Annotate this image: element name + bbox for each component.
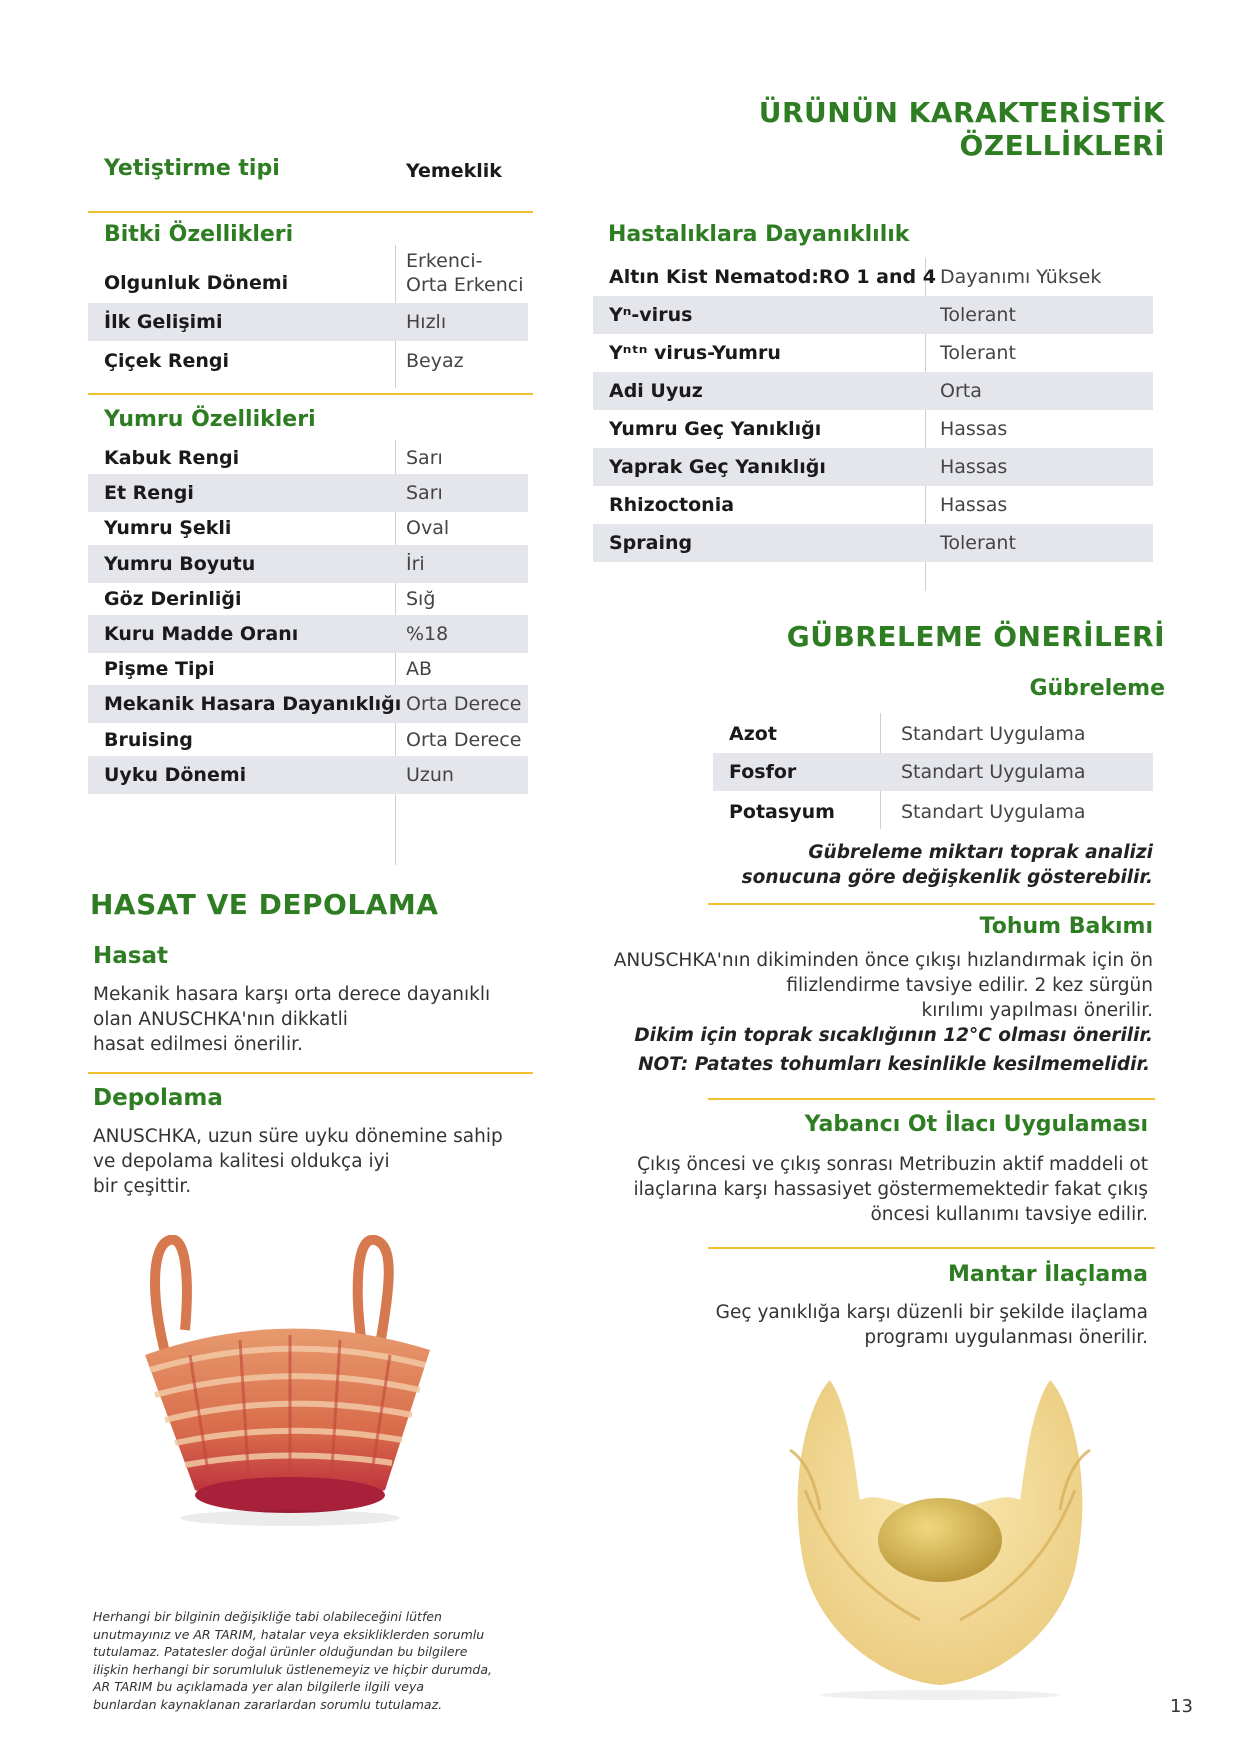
row-value: Orta Derece [406, 693, 522, 716]
row-value: %18 [406, 623, 449, 645]
table-row [88, 342, 528, 380]
text-line: Geç yanıklığa karşı düzenli bir şekilde ilaçlama [715, 1302, 1148, 1323]
row-key: Çiçek Rengi [104, 350, 230, 372]
divider [708, 1098, 1155, 1100]
table-row [88, 650, 528, 688]
row-key: Yumru Şekli [104, 517, 232, 540]
row-value: Oval [406, 517, 450, 540]
text-line: ilaçlarına karşı hassasiyet göstermemektedir fakat çıkış [633, 1179, 1148, 1200]
disease-heading: Hastalıklara Dayanıklılık [608, 222, 910, 247]
row-key: Yⁿᵗⁿ virus-Yumru [609, 342, 781, 364]
fertilization-heading: Gübreleme [1029, 676, 1165, 701]
table-row [88, 756, 528, 794]
table-row [593, 410, 1153, 448]
row-value: Erkenci- [406, 250, 483, 272]
row-key: Et Rengi [104, 482, 194, 505]
row-key: Rhizoctonia [609, 494, 735, 516]
table-row [593, 296, 1153, 334]
text-line: bunlardan kaynaklanan zararlardan sorumlu tutulamaz. [93, 1696, 443, 1712]
fungicide-heading: Mantar İlaçlama [947, 1262, 1148, 1287]
row-key: Kabuk Rengi [104, 447, 240, 469]
text-line: kırılımı yapılması önerilir. [921, 1000, 1153, 1021]
text-line: Gübreleme miktarı toprak analizi [808, 842, 1153, 863]
divider [88, 211, 533, 213]
fertilization-title: GÜBRELEME ÖNERİLERİ [786, 620, 1165, 653]
table-row [88, 685, 528, 723]
text-line: tutulamaz. Patatesler doğal ürünler olduğundan bu bilgilere [93, 1644, 468, 1659]
row-value: Uzun [406, 763, 454, 786]
row-key: Kuru Madde Oranı [104, 623, 299, 645]
table-row [88, 509, 528, 547]
text-line: unutmayınız ve AR TARIM, hatalar veya eksikliklerden sorumlu [93, 1626, 485, 1642]
plant-heading: Bitki Özellikleri [104, 222, 294, 247]
text-line: Mekanik hasara karşı orta derece dayanıklı [93, 984, 491, 1005]
divider [708, 903, 1155, 905]
row-value: Standart Uygulama [901, 801, 1086, 823]
table-row [593, 334, 1153, 372]
row-value: Standart Uygulama [901, 761, 1086, 783]
row-value: Tolerant [940, 342, 1016, 364]
row-key: Bruising [104, 728, 193, 751]
row-key: Altın Kist Nematod:RO 1 and 4 [609, 266, 936, 288]
table-row [88, 721, 528, 759]
row-value: Beyaz [406, 350, 464, 372]
row-value: Sığ [406, 587, 436, 610]
divider [88, 1072, 533, 1074]
table-row [713, 715, 1153, 753]
divider [88, 393, 533, 395]
seed-note-warning: NOT: Patates tohumları kesinlikle kesilmemelidir. [638, 1054, 1150, 1075]
text-line: öncesi kullanımı tavsiye edilir. [870, 1204, 1148, 1225]
row-value: Orta Derece [406, 728, 522, 751]
growing-type-label: Yetiştirme tipi [104, 156, 280, 181]
growing-type-value: Yemeklik [406, 160, 502, 182]
row-value: Standart Uygulama [901, 723, 1086, 745]
seed-note-temperature: Dikim için toprak sıcaklığının 12°C olması önerilir. [634, 1025, 1153, 1046]
row-key: Pişme Tipi [104, 658, 215, 681]
text-line: ANUSCHKA, uzun süre uyku dönemine sahip [93, 1126, 503, 1147]
text-line: olan ANUSCHKA'nın dikkatli [93, 1009, 348, 1030]
harvest-title: HASAT VE DEPOLAMA [90, 888, 439, 921]
text-line: ANUSCHKA'nın dikiminden önce çıkışı hızlandırmak için ön [613, 950, 1153, 971]
table-row [88, 439, 528, 477]
row-key: Olgunluk Dönemi [104, 272, 289, 294]
row-value: Orta [940, 380, 982, 402]
row-value: İri [406, 552, 425, 575]
row-value: Tolerant [940, 532, 1016, 554]
row-key: Mekanik Hasara Dayanıklığı [104, 693, 402, 716]
page-number: 13 [1170, 1696, 1193, 1717]
row-value: Hassas [940, 494, 1008, 516]
row-value: Sarı [406, 447, 443, 469]
row-value: Sarı [406, 482, 443, 505]
row-value: Tolerant [940, 304, 1016, 326]
text-line: ve depolama kalitesi oldukça iyi [93, 1151, 390, 1172]
fungicide-text [600, 1300, 1148, 1350]
table-row [593, 448, 1153, 486]
row-key: Göz Derinliği [104, 587, 242, 610]
row-key: Yⁿ-virus [609, 304, 693, 326]
table-row [593, 524, 1153, 562]
text-line: filizlendirme tavsiye edilir. 2 kez sürgün [786, 975, 1153, 996]
row-key: Potasyum [729, 801, 835, 823]
table-row [593, 486, 1153, 524]
row-value-2: Orta Erkenci [406, 274, 524, 296]
depolama-text [93, 1124, 533, 1199]
text-line: programı uygulanması önerilir. [864, 1327, 1148, 1348]
hasat-text [93, 982, 533, 1057]
row-key: İlk Gelişimi [104, 311, 223, 333]
table-row [713, 793, 1153, 831]
divider [708, 1247, 1155, 1249]
text-line: ilişkin herhangi bir sorumluluk üstlenemeyiz ve hiçbir durumda, [93, 1661, 492, 1677]
table-row [88, 545, 528, 583]
table-row [88, 474, 528, 512]
text-line: sonucuna göre değişkenlik gösterebilir. [741, 867, 1153, 888]
table-row [88, 615, 528, 653]
table-row [88, 580, 528, 618]
tuber-heading: Yumru Özellikleri [104, 407, 316, 432]
fertilization-note [700, 840, 1153, 890]
row-key: Azot [729, 723, 777, 745]
row-key: Uyku Dönemi [104, 763, 247, 786]
text-line: hasat edilmesi önerilir. [93, 1034, 303, 1055]
table-row [593, 258, 1153, 296]
hasat-heading: Hasat [93, 943, 168, 969]
text-line: Herhangi bir bilginin değişikliğe tabi olabileceğini lütfen [93, 1609, 442, 1624]
seed-heading: Tohum Bakımı [979, 914, 1153, 939]
row-value: Dayanımı Yüksek [940, 266, 1102, 288]
row-value: Hassas [940, 418, 1008, 440]
row-value: Hızlı [406, 311, 447, 333]
disclaimer [93, 1608, 513, 1713]
potato-hands-image [770, 1370, 1110, 1700]
seed-text [600, 948, 1153, 1023]
row-key: Fosfor [729, 761, 797, 783]
row-value: AB [406, 658, 433, 681]
row-key: Yumru Boyutu [104, 552, 256, 575]
page-title: ÜRÜNÜN KARAKTERİSTİK ÖZELLİKLERİ [758, 96, 1165, 162]
table-row [593, 372, 1153, 410]
weed-heading: Yabancı Ot İlacı Uygulaması [804, 1112, 1148, 1137]
text-line: AR TARIM bu açıklamada yer alan bilgilerle ilgili veya [93, 1679, 425, 1694]
text-line: Çıkış öncesi ve çıkış sonrası Metribuzin aktif maddeli ot [637, 1154, 1148, 1175]
table-row [88, 303, 528, 341]
text-line: bir çeşittir. [93, 1176, 192, 1197]
row-key: Yaprak Geç Yanıklığı [609, 456, 826, 478]
table-row [713, 753, 1153, 791]
row-key: Spraing [609, 532, 693, 554]
row-key: Yumru Geç Yanıklığı [609, 418, 822, 440]
depolama-heading: Depolama [93, 1085, 223, 1111]
row-value: Hassas [940, 456, 1008, 478]
potato-basket-image [130, 1235, 440, 1530]
table-row [88, 250, 528, 302]
weed-text [600, 1152, 1148, 1227]
row-key: Adi Uyuz [609, 380, 703, 402]
